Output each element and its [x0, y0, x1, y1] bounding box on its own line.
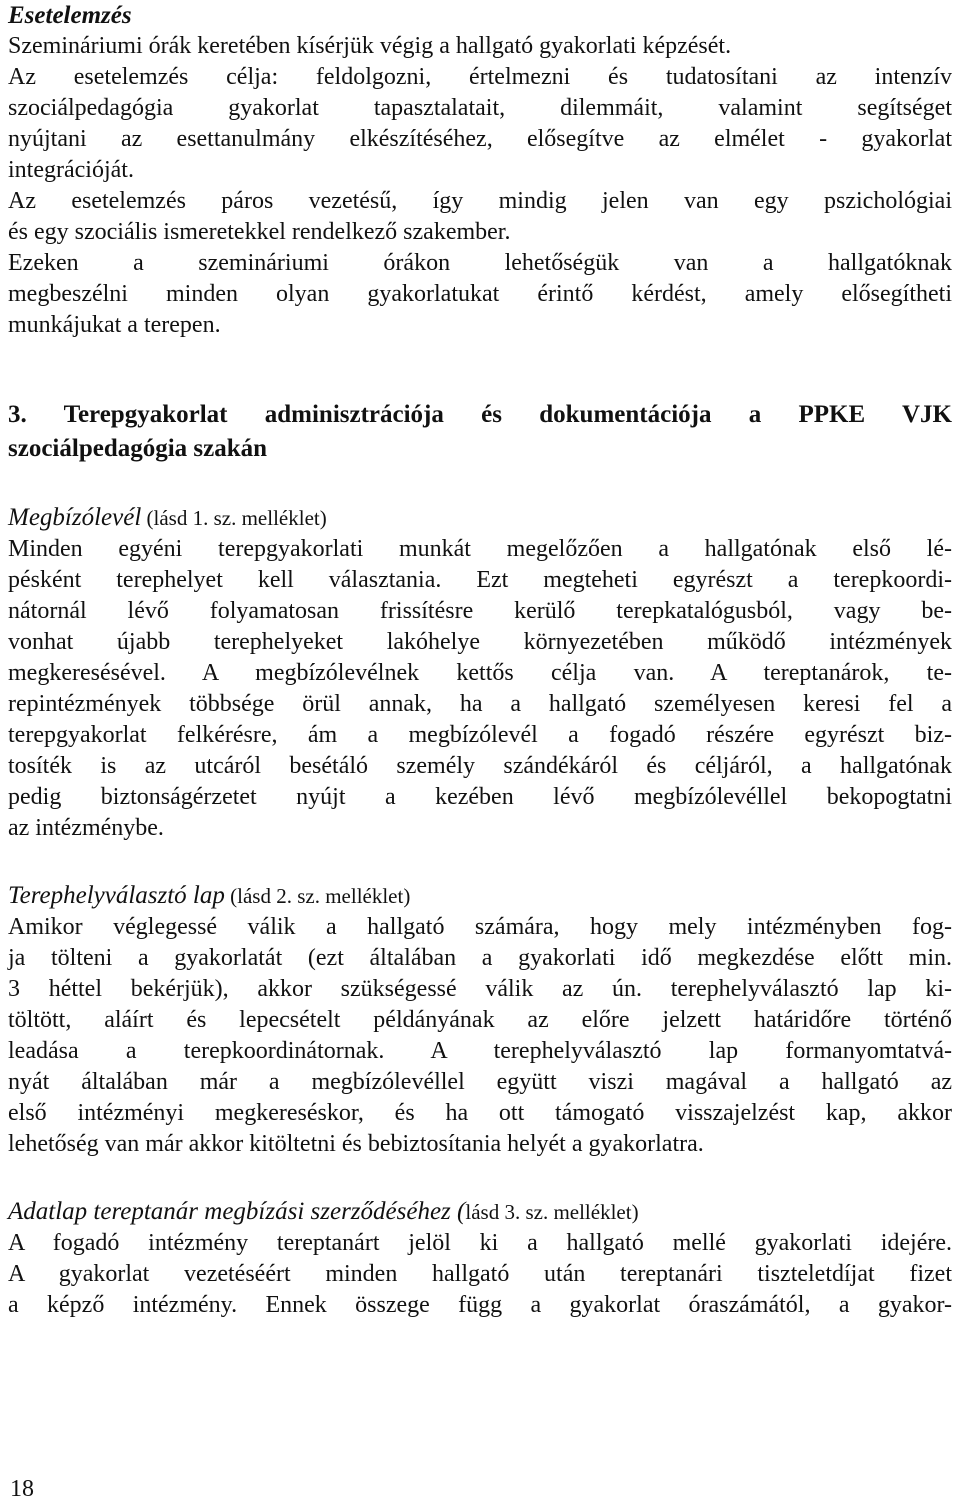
subsection-title-text: Megbízólevél: [8, 504, 142, 531]
paragraph-line: és egy szociális ismeretekkel rendelkező szakember.: [8, 219, 511, 245]
document-page: [8, 0, 952, 1321]
paragraph-line: terepgyakorlat felkérésre, ám a megbízólevél a fogadó részére egyrészt biz-: [8, 722, 952, 748]
section-adatlap: [8, 1196, 952, 1321]
subsection-title-text: Terephelyválasztó lap: [8, 882, 225, 909]
subsection-title-megbizolevel: [8, 502, 952, 534]
section-megbizolevel: [8, 502, 952, 844]
paragraph-line: pedig biztonságérzetet nyújt a kezében lévő megbízólevéllel bekopogtatni: [8, 784, 952, 810]
section-title-esetelemzes: Esetelemzés: [8, 2, 132, 29]
subsection-title-text: Adatlap tereptanár megbízási szerződéséhez (: [8, 1198, 466, 1225]
paragraph-line: töltött, aláírt és lepecsételt példányának az előre jelzett határidőre történő: [8, 1007, 952, 1033]
paragraph-line: megkeresésével. A megbízólevélnek kettős célja van. A tereptanárok, te-: [8, 660, 952, 686]
paragraph-line: munkájukat a terepen.: [8, 312, 221, 338]
section-esetelemzes: [8, 0, 952, 341]
annex-reference: (lásd 2. sz. melléklet): [224, 884, 411, 908]
chapter-heading: [8, 398, 952, 466]
paragraph-line: szociálpedagógia gyakorlat tapasztalatait, dilemmáit, valamint segítséget: [8, 95, 952, 121]
page-number: 18: [10, 1476, 34, 1502]
paragraph-line: Ezeken a szemináriumi órákon lehetőségük van a hallgatóknak: [8, 250, 952, 276]
chapter-heading-line-1: 3. Terepgyakorlat adminisztrációja és dokumentációja a PPKE VJK: [8, 401, 952, 428]
subsection-title-adatlap: [8, 1196, 952, 1228]
paragraph-line: Amikor véglegessé válik a hallgató számára, hogy mely intézményben fog-: [8, 914, 952, 940]
paragraph-line: tosíték is az utcáról besétáló személy szándékáról és céljáról, a hallgatónak: [8, 753, 952, 779]
paragraph-line: lehetőség van már akkor kitöltetni és bebiztosítania helyét a gyakorlatra.: [8, 1131, 704, 1157]
paragraph-line: leadása a terepkoordinátornak. A terephelyválasztó lap formanyomtatvá-: [8, 1038, 952, 1064]
paragraph-line: első intézményi megkereséskor, és ha ott támogató visszajelzést kap, akkor: [8, 1100, 952, 1126]
paragraph-line: pésként terephelyet kell választania. Ezt megteheti egyrészt a terepkoordi-: [8, 567, 952, 593]
paragraph-line: nátornál lévő folyamatosan frissítésre kerülő terepkatalógusból, vagy be-: [8, 598, 952, 624]
paragraph-line: integrációját.: [8, 157, 134, 183]
paragraph-line: vonhat újabb terephelyeket lakóhelye környezetében működő intézmények: [8, 629, 952, 655]
paragraph-line: nyújtani az esettanulmány elkészítéséhez, elősegítve az elmélet - gyakorlat: [8, 126, 952, 152]
chapter-heading-line-2: szociálpedagógia szakán: [8, 435, 268, 462]
paragraph-line: Minden egyéni terepgyakorlati munkát megelőzően a hallgatónak első lé-: [8, 536, 952, 562]
annex-reference: (lásd 1. sz. melléklet): [141, 506, 327, 530]
paragraph-line: A gyakorlat vezetéséért minden hallgató után tereptanári tiszteletdíjat fizet: [8, 1261, 952, 1287]
section-terephelyvalaszto: [8, 880, 952, 1160]
annex-reference: lásd 3. sz. melléklet): [465, 1200, 639, 1224]
paragraph-line: a képző intézmény. Ennek összege függ a gyakorlat óraszámától, a gyakor-: [8, 1292, 952, 1318]
paragraph-line: repintézmények többsége örül annak, ha a hallgató személyesen keresi fel a: [8, 691, 952, 717]
paragraph-line: A fogadó intézmény tereptanárt jelöl ki a hallgató mellé gyakorlati idejére.: [8, 1230, 952, 1256]
paragraph-line: 3 héttel bekérjük), akkor szükségessé válik az ún. terephelyválasztó lap ki-: [8, 976, 952, 1002]
paragraph-line: Szemináriumi órák keretében kísérjük végig a hallgató gyakorlati képzését.: [8, 33, 732, 59]
paragraph-line: ja tölteni a gyakorlatát (ezt általában a gyakorlati idő megkezdése előtt min.: [8, 945, 952, 971]
paragraph-line: Az esetelemzés célja: feldolgozni, értelmezni és tudatosítani az intenzív: [8, 64, 952, 90]
paragraph-line: megbeszélni minden olyan gyakorlatukat érintő kérdést, amely elősegítheti: [8, 281, 952, 307]
paragraph-line: az intézménybe.: [8, 815, 164, 841]
subsection-title-terephelyvalaszto: [8, 880, 952, 912]
paragraph-line: Az esetelemzés páros vezetésű, így mindig jelen van egy pszichológiai: [8, 188, 952, 214]
paragraph-line: nyát általában már a megbízólevéllel együtt viszi magával a hallgató az: [8, 1069, 952, 1095]
